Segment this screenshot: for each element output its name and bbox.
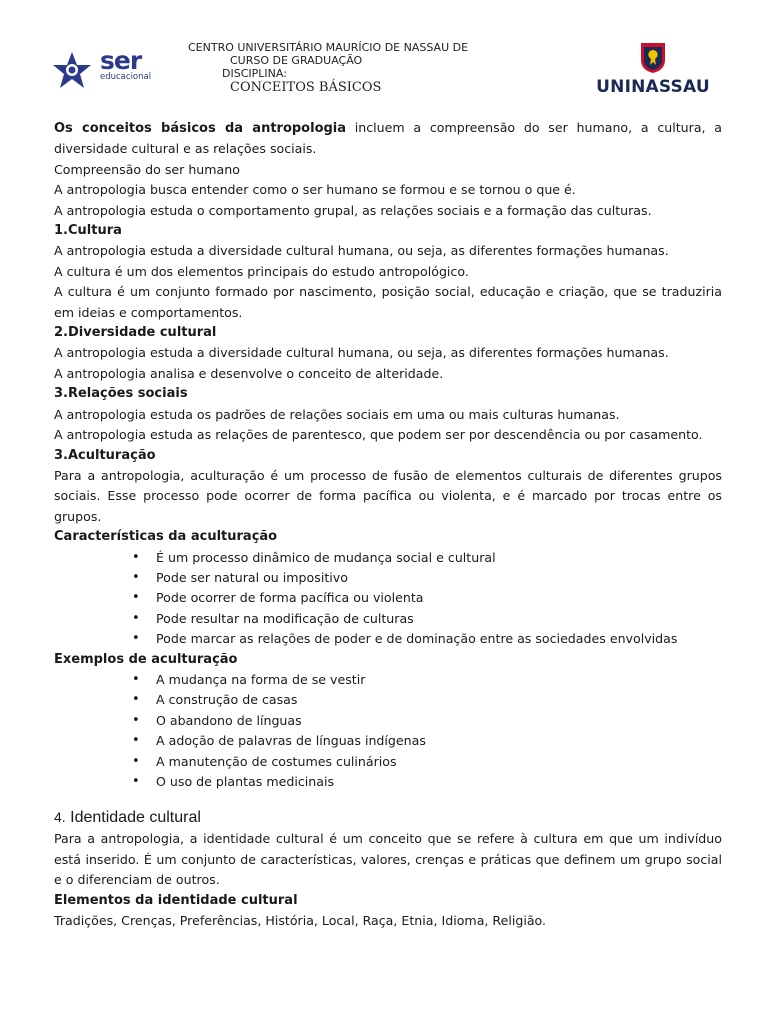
exemplos-list bbox=[54, 670, 722, 792]
list-item: • A adoção de palavras de línguas indígenas bbox=[54, 731, 722, 751]
list-item: • Pode marcar as relações de poder e de dominação entre as sociedades envolvidas bbox=[54, 629, 722, 649]
elementos-title: Elementos da identidade cultural bbox=[54, 892, 298, 908]
ser-logo-subtitle: educacional bbox=[100, 72, 152, 82]
section-diversidade-title: 2.Diversidade cultural bbox=[54, 325, 217, 341]
uninassau-shield-icon bbox=[640, 42, 666, 74]
section-cultura-paragraph-3: A cultura é um conjunto formado por nascimento, posição social, educação e criação, que se traduziria em ideias e comportamentos. bbox=[54, 284, 722, 320]
section-relacoes-paragraph-2: A antropologia estuda as relações de parentesco, que podem ser por descendência ou por casamento. bbox=[54, 427, 703, 443]
section-cultura-paragraph-2: A cultura é um dos elementos principais do estudo antropológico. bbox=[54, 263, 469, 279]
caracteristicas-title: Características da aculturação bbox=[54, 529, 278, 545]
list-item: • É um processo dinâmico de mudança social e cultural bbox=[54, 548, 722, 568]
ser-star-icon bbox=[52, 50, 96, 92]
section-identidade-title bbox=[54, 806, 722, 829]
section-identidade-paragraph: Para a antropologia, a identidade cultural é um conceito que se refere à cultura em que um indivíduo está inserido. É um conjunto de características, valores, crenças e práticas que definem um grupo social e o diferenciam de outros. bbox=[54, 831, 722, 888]
list-item: • A construção de casas bbox=[54, 690, 722, 710]
section-relacoes-paragraph-1: A antropologia estuda os padrões de relações sociais em uma ou mais culturas humanas. bbox=[54, 406, 620, 422]
section-aculturacao-paragraph: Para a antropologia, aculturação é um processo de fusão de elementos culturais de diferentes grupos sociais. Esse processo pode ocorrer de forma pacífica ou violenta, e é marcado por trocas entre os grupos. bbox=[54, 467, 722, 524]
section-identidade-number: 4. bbox=[54, 809, 66, 826]
list-item: • A mudança na forma de se vestir bbox=[54, 670, 722, 690]
list-item: • Pode resultar na modificação de culturas bbox=[54, 609, 722, 629]
ser-educacional-logo bbox=[52, 46, 152, 96]
list-item: • Pode ocorrer de forma pacífica ou violenta bbox=[54, 588, 722, 608]
intro-paragraph-1: A antropologia busca entender como o ser humano se formou e se tornou o que é. bbox=[54, 182, 576, 198]
section-diversidade-paragraph-1: A antropologia estuda a diversidade cultural humana, ou seja, as diferentes formações humanas. bbox=[54, 345, 669, 361]
uninassau-logo bbox=[590, 42, 720, 98]
section-identidade-heading: Identidade cultural bbox=[70, 809, 201, 827]
intro-subtitle: Compreensão do ser humano bbox=[54, 161, 240, 177]
intro-paragraph-2: A antropologia estuda o comportamento grupal, as relações sociais e a formação das culturas. bbox=[54, 202, 652, 218]
list-item: • Pode ser natural ou impositivo bbox=[54, 568, 722, 588]
section-aculturacao-title: 3.Aculturação bbox=[54, 447, 156, 463]
section-diversidade-paragraph-2: A antropologia analisa e desenvolve o conceito de alteridade. bbox=[54, 365, 444, 381]
intro-rest: incluem a compreensão do ser humano, a cultura, a diversidade cultural e as relações sociais. bbox=[54, 120, 722, 157]
list-item: • O abandono de línguas bbox=[54, 711, 722, 731]
ser-logo-word: ser bbox=[100, 46, 142, 75]
exemplos-title: Exemplos de aculturação bbox=[54, 651, 238, 667]
elementos-text: Tradições, Crenças, Preferências, História, Local, Raça, Etnia, Idioma, Religião. bbox=[54, 913, 547, 929]
intro-bold-lead: Os conceitos básicos da antropologia bbox=[54, 121, 347, 136]
page-header bbox=[0, 0, 768, 110]
header-topic: CONCEITOS BÁSICOS bbox=[230, 80, 382, 95]
caracteristicas-list bbox=[54, 548, 722, 650]
intro-paragraph bbox=[54, 118, 722, 160]
section-cultura-title: 1.Cultura bbox=[54, 223, 122, 239]
spacer bbox=[54, 792, 722, 806]
header-discipline-label: DISCIPLINA: bbox=[222, 67, 287, 80]
section-cultura-paragraph-1: A antropologia estuda a diversidade cultural humana, ou seja, as diferentes formações humanas. bbox=[54, 243, 669, 259]
list-item: • O uso de plantas medicinais bbox=[54, 772, 722, 792]
document-body bbox=[54, 118, 722, 931]
uninassau-logo-text: UNINASSAU bbox=[596, 77, 710, 97]
header-institution: CENTRO UNIVERSITÁRIO MAURÍCIO DE NASSAU DE bbox=[188, 41, 469, 54]
header-course: CURSO DE GRADUAÇÃO bbox=[230, 54, 363, 67]
list-item: • A manutenção de costumes culinários bbox=[54, 752, 722, 772]
section-relacoes-title: 3.Relações sociais bbox=[54, 386, 188, 402]
